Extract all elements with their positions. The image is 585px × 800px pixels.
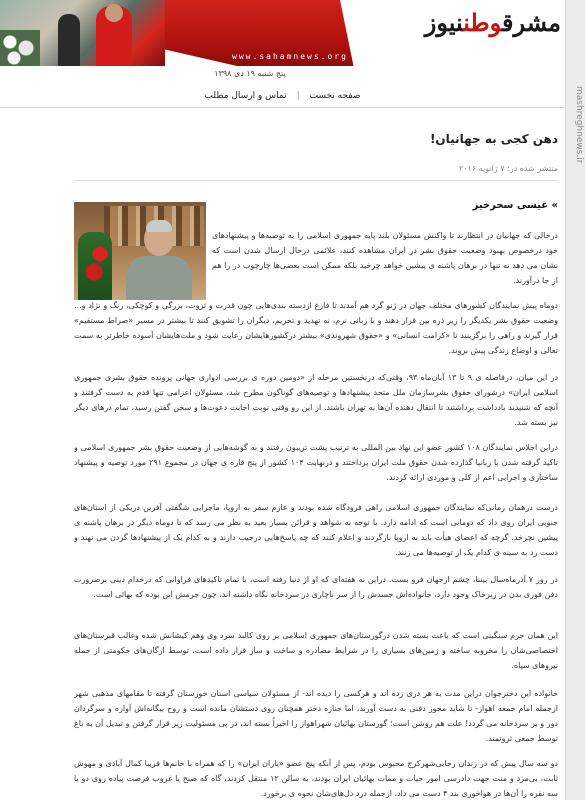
author-body (126, 256, 192, 300)
nav-separator: | (296, 90, 300, 101)
article-paragraph: دوماه پیش نمایندگان کشورهای مختلف جهان در ژنو گرد هم آمدند تا فارغ ازدسته بندی‌هایی چون قدرت و ثروت، بزرگی و کوچکی، رنگ و نژاد و... وضعیت حقوق بشر یکدیگر را زیر ذره بین قرار دهند و با زبانی نرم، نه تهدید و تحریم، دیگران را تشویق کنند تا بیشتر در مسیر «صراط مستقیم» قرار گیرند و راهی را برگزینند تا «کرامت انسانی» و «حقوق شهروندی» بیشتر درکشورهایشان رعایت شود و ملت‌هایشان آسوده خاطرتر به سمت تعالی و اوضاع زندگی پیش بروند. (74, 301, 558, 355)
article-meta: منتشر شده در: ۷ ژانویه ۲۰۱۶ (458, 164, 558, 173)
article-author: » عیسی سحرخیز (472, 200, 558, 211)
site-header (0, 0, 585, 66)
plant-graphic (78, 232, 112, 300)
site-logo[interactable] (424, 8, 561, 37)
logo-suffix: نیوز (424, 8, 464, 37)
header-photo (0, 0, 165, 66)
logo-prefix: مشرق (502, 8, 561, 37)
logo-accent: وطن (463, 8, 503, 37)
article-paragraph: این همان جرم سنگینی است که باعث بسته شدن درگورستان‌های جمهوری اسلامی بر روی کالبد سرد وی وهم کیشانش شده وغالب قبرستان‌های اختصاصی‌شان را مخروبه ساخته و زمین‌های بسیاری را در شرایط مصادره و ساخت و ساز قرار داده است، توسط ارگان‌های حکومتی از جمله نیروهای سپاه. (74, 631, 558, 670)
article-paragraph: درحالی که جهانیان در انتظارند تا واکنش مسئولان بلند پایه جمهوری اسلامی را به توصیه‌ها و پیشنهادهای خود درخصوص بهبود وضعیت حقوق بشر در ایران مشاهده کنند، علائمی درحال ارسال شدن است که نشان می دهد نه تنها در برهان پاشنه ی پیشین خواهد چرخید بلکه ممکن است بعضی‌ها چارچوب در را هم از جا درآورند. (212, 231, 558, 285)
site-url: www.sahamnews.org (232, 52, 348, 61)
article-paragraph: خانواده این دخترجوان دراین مدت به هر دری زده اند و هرکسی را دیده اند- از مسئولان سیاسی استان خوزستان گرفته تا مقامهای مذهبی شهر ازجمله امام جمعه اهواز- تا شاید مجوز دفنی به دست آورند، اما جنازه دختر همچنان روی دستشان مانده است و روح بیگانه‌اش آواره و سرگردان دور و بر سردخانه می گردد! علت هم روشن است؛ گورستان بهائیان شهراهواز را اخیراً بسته اند، در پی مسئولیت زیر قرار گرفتن و تبدیل آن به باغ توسط جمعی ثروتمند. (74, 689, 558, 743)
article-paragraph: دراین اجلاس نمایندگان ۱۰۸ کشور عضو این نهاد بین المللی به ترتیب پشت تریبون رفتند و به گوشه‌هایی از وضعیت حقوق بشر جمهوری اسلامی و تاکید گرفته شدن با زبانیا گذارده شدن حقوق ملت ایران پرداختند و درنهایت ۱۰۴ کشور از پنج قاره ی جهان در مجموع ۲۹۱ مورد توصیه و پیشنهاد ساختاری و اجرایی اعم از کلی و موردی ارائه کردند. (74, 443, 558, 482)
watermark: mashreghnews.ir (574, 86, 584, 164)
current-date: پنج شنبه ۱۹ دی ۱۳۹۸ (214, 69, 286, 78)
article-paragraph: درست درهمان زمانی‌که نمایندگان جمهوری اسلامی راهی فرودگاه شده بودند و عازم سفر به اروپا، ماجرایی شگفتی آفرین دریکی از استان‌های جنوبی ایران روی داد که دومانی است که ادامه دارد. با توجه به شواهد و قرائن بسیار بعید به نظر می رسد که تا دوماه دیگر در برهان پاشنه ی پیشین نچرخد. گرچه که اعضای هیأت باید به اروپا بازگردند و اعلام کنند که چه پاسخ‌هایی درجیب دارند و به کدام یک از پیشنهادها گردن می نهند و دست رد به سینه ی کدام یک از توصیه‌ها می زنند. (74, 503, 558, 557)
article-paragraph: در روز ۷ آذرماه‌سال بیننا، چشم ازجهان فرو بست. دراین نه هفته‌ای که او از دنیا رفته است، با تمام تاکیدهای فراوانی که درخدام دینی برضرورت دفن فوری بدن در زیرخاک وجود دارد، خانواده‌اش جسدش را از سر ناچاری در سردخانه نگاه داشته اند، چون جرمش این بوده که بهائی است. (74, 575, 558, 599)
nav-home-link[interactable]: صفحه نخست (309, 90, 361, 101)
title-divider (74, 180, 558, 181)
article-paragraph: دو سه سال پیش که در زندان رجایی‌شهرکرج محبوس بودم، پس از آنکه پنج عضو «یاران ایران» را که همراه با خانم‌ها فریبا کمال آبادی و مهوش ثابت، بی‌مزد و منت جهت دادرسی امور حیات و ممات بهائیان ایران بودند، به سالن ۱۲ منتقل کردند، گاه که صبح یا غروب فرصت پیاده روی دو یا سه نفره را آن‌ها در هواخوری بند ۴ دست می داد، ازجمله درد دل‌های‌شان نحوه ی برخورد. (74, 759, 558, 798)
photographer-figure (58, 14, 80, 66)
top-nav (0, 84, 565, 108)
nav-contact-link[interactable]: تماس و ارسال مطلب (204, 90, 287, 101)
author-photo (74, 202, 206, 300)
article-paragraph: در این میان، درفاصله ی ۹ تا ۱۳ آبان‌ماه ۹۳، وقتی‌که درنخستین مرحله از «دومین دوره ی بررسی ادواری جهانی پرونده حقوق بشری جمهوری اسلامی ایران» درشورای حقوق بشرسازمان ملل متحد پیشنهادها و توصیه‌های گوناگون مطرح شد، مسئولان اعزامی تنها قدم به دست گرفتند و آنچه که شنیدند یادداشت برداشتند تا انتقال دهنده آن‌ها به تهران باشند. از این رو وقتی نوبت اجابت دعوت‌ها و سخن گفتن رسید، تمام درهای دیگر نیز بسته شد. (74, 373, 558, 427)
article-title[interactable]: دهن کجی به جهانیان! (429, 132, 558, 146)
person-figure (96, 6, 132, 66)
author-head (144, 222, 174, 256)
flowers-graphic (0, 30, 40, 66)
